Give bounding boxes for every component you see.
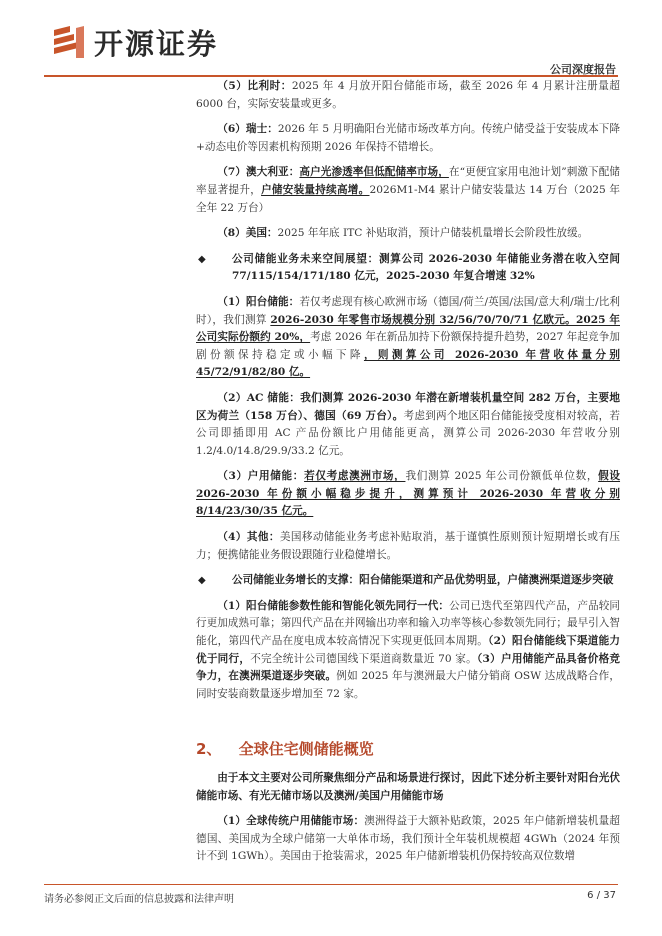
paragraph xyxy=(196,294,620,382)
disclaimer-note: 请务必参阅正文后面的信息披露和法律声明 xyxy=(44,894,234,905)
text-run: 在“更便宜家用电池计划”刺激下配储率显著提升， xyxy=(196,166,620,196)
text-run: （2）AC 储能：我们测算 2026-2030 年潜在新增装机量空间 282 万台，主要地区为荷兰（158 万台）、德国（69 万台）。 xyxy=(196,391,620,422)
section-number: 2、 xyxy=(196,740,222,758)
text-run: （1）阳台储能参数性能和智能化领先同行一代： xyxy=(217,599,450,612)
text-run: （3）户用储能： xyxy=(217,470,305,483)
text-run: 公司已迭代至第四代产品，产品较同行更加成熟可靠；第四代产品在并网输出功率和输入功率等核心参数领先同行；最早引入智能化，第四代产品在度电成本较高情况下实现更低回本周期。 xyxy=(196,599,620,648)
support-paragraphs xyxy=(196,598,620,704)
text-run: （7）澳大利亚： xyxy=(217,166,300,179)
text-run: 我们测算 2025 年公司份额低单位数， xyxy=(405,470,599,483)
bullet-icon: ◆ xyxy=(198,253,206,265)
text-run: 考虑 2026 年在新品加持下份额保持提升趋势，2027 年起竞争加剧份额保持稳定或小幅下降 xyxy=(196,331,620,361)
paragraph xyxy=(196,78,620,113)
text-run: 例如 2025 年与澳洲最大户储分销商 OSW 达成战略合作，同时安装商数量逐步增加至 72 家。 xyxy=(196,670,620,700)
market-paragraphs xyxy=(196,78,620,243)
body-lower xyxy=(196,770,620,874)
bullet-outlook xyxy=(196,251,620,286)
text-run: 若仅考虑现有核心欧洲市场（德国/荷兰/英国/法国/意大利/瑞士/比利时），我们测算 xyxy=(196,295,621,326)
paragraph xyxy=(196,164,620,217)
text-run: （2）阳台储能线下渠道能力优于同行， xyxy=(196,635,621,665)
text-run: 假设 2026-2030 年份额小幅稳步提升，测算预计 2026-2030 年营收分别 8/14/23/30/35 亿元。 xyxy=(196,470,621,518)
section-title: 全球住宅侧储能概览 xyxy=(238,740,374,758)
page-number: 6 / 37 xyxy=(587,890,616,901)
bullet-support xyxy=(196,572,620,590)
text-run: 澳洲得益于大额补贴政策，2025 年户储新增装机量超德国、美国成为全球户储第一大单体市场，我们预计全年装机规模超 4GWh（2024 年预计不到 1GWh）。美国由于抢装需求，2025 年户储新增装机仍保持较高双位数增 xyxy=(196,815,620,863)
paragraph xyxy=(196,598,620,704)
body-upper xyxy=(196,78,620,711)
paragraph xyxy=(196,813,620,866)
section-heading xyxy=(196,738,374,759)
footer-divider xyxy=(44,884,618,885)
paragraph xyxy=(196,468,620,521)
text-run: （1）阳台储能： xyxy=(217,295,300,308)
text-run: 2026-2030 年零售市场规模分别 32/56/70/70/71 亿欧元。2025 年公司实际份额约 20%， xyxy=(196,313,620,344)
text-run: 高户光渗透率但低配储率市场， xyxy=(299,166,449,179)
paragraph xyxy=(196,390,620,460)
text-run: 考虑到两个地区阳台储能接受度相对较高，若公司即插即用 AC 产品份额比户用储能更高，测算公司 2026-2030 年营收分别 1.2/4.0/14.8/29.9/33.2 亿元。 xyxy=(196,409,621,457)
bullet-support-text: 公司储能业务增长的支撑：阳台储能渠道和产品优势明显，户储澳洲渠道逐步突破 xyxy=(232,574,614,587)
paragraph xyxy=(196,121,620,156)
text-run: 若仅考虑澳洲市场， xyxy=(304,470,406,483)
paragraph xyxy=(196,770,620,805)
text-run: （5）比利时： xyxy=(217,80,292,92)
text-run: （6）瑞士： xyxy=(217,123,278,136)
overview-paragraphs xyxy=(196,770,620,866)
text-run: （1）全球传统户用储能市场： xyxy=(217,815,365,828)
text-run: （8）美国： xyxy=(217,227,278,240)
bullet-outlook-text: 公司储能业务未来空间展望：测算公司 2026-2030 年储能业务潜在收入空间 77/115/154/171/180 亿元，2025-2030 年复合增速 32% xyxy=(232,252,620,283)
text-run: 不完全统计公司德国线下渠道商数量近 70 家。 xyxy=(250,652,477,665)
text-run: （3）户用储能产品具备价格竞争力，在澳洲渠道逐步突破。 xyxy=(196,652,621,683)
text-run: 由于本文主要对公司所聚焦细分产品和场景进行探讨，因此下述分析主要针对阳台光伏储能市场、有光无储市场以及澳洲/美国户用储能市场 xyxy=(196,772,620,802)
page-header xyxy=(0,0,662,76)
text-run: （4）其他： xyxy=(217,531,280,544)
logo-icon xyxy=(52,24,86,60)
paragraph xyxy=(196,529,620,564)
text-run: 2026M1-M4 累计户储安装量达 14 万台（2025 年全年 22 万台） xyxy=(196,183,620,214)
paragraph xyxy=(196,225,620,243)
text-run: 美国移动储能业务考虑补贴取消，基于谨慎性原则预计短期增长或有压力；便携储能业务假设跟随行业稳健增长。 xyxy=(196,531,620,561)
text-run: 2025 年 4 月放开阳台储能市场，截至 2026 年 4 月累计注册量超 6000 台，实际安装量或更多。 xyxy=(196,80,620,110)
text-run: ，则测算公司 2026-2030 年营收体量分别 45/72/91/82/80 亿。 xyxy=(196,348,621,379)
forecast-paragraphs xyxy=(196,294,620,564)
text-run: 2026 年 5 月明确阳台光储市场改革方向。传统户储受益于安装成本下降+动态电价等因素机构预期 2026 年保持不错增长。 xyxy=(196,123,620,153)
bullet-icon: ◆ xyxy=(198,575,206,587)
brand-name: 开源证券 xyxy=(94,27,219,61)
header-divider xyxy=(44,75,618,77)
text-run: 户储安装量持续高增。 xyxy=(261,183,370,196)
text-run: 2025 年年底 ITC 补贴取消，预计户储装机量增长会阶段性放缓。 xyxy=(277,227,589,240)
report-type-label: 公司深度报告 xyxy=(550,63,616,76)
